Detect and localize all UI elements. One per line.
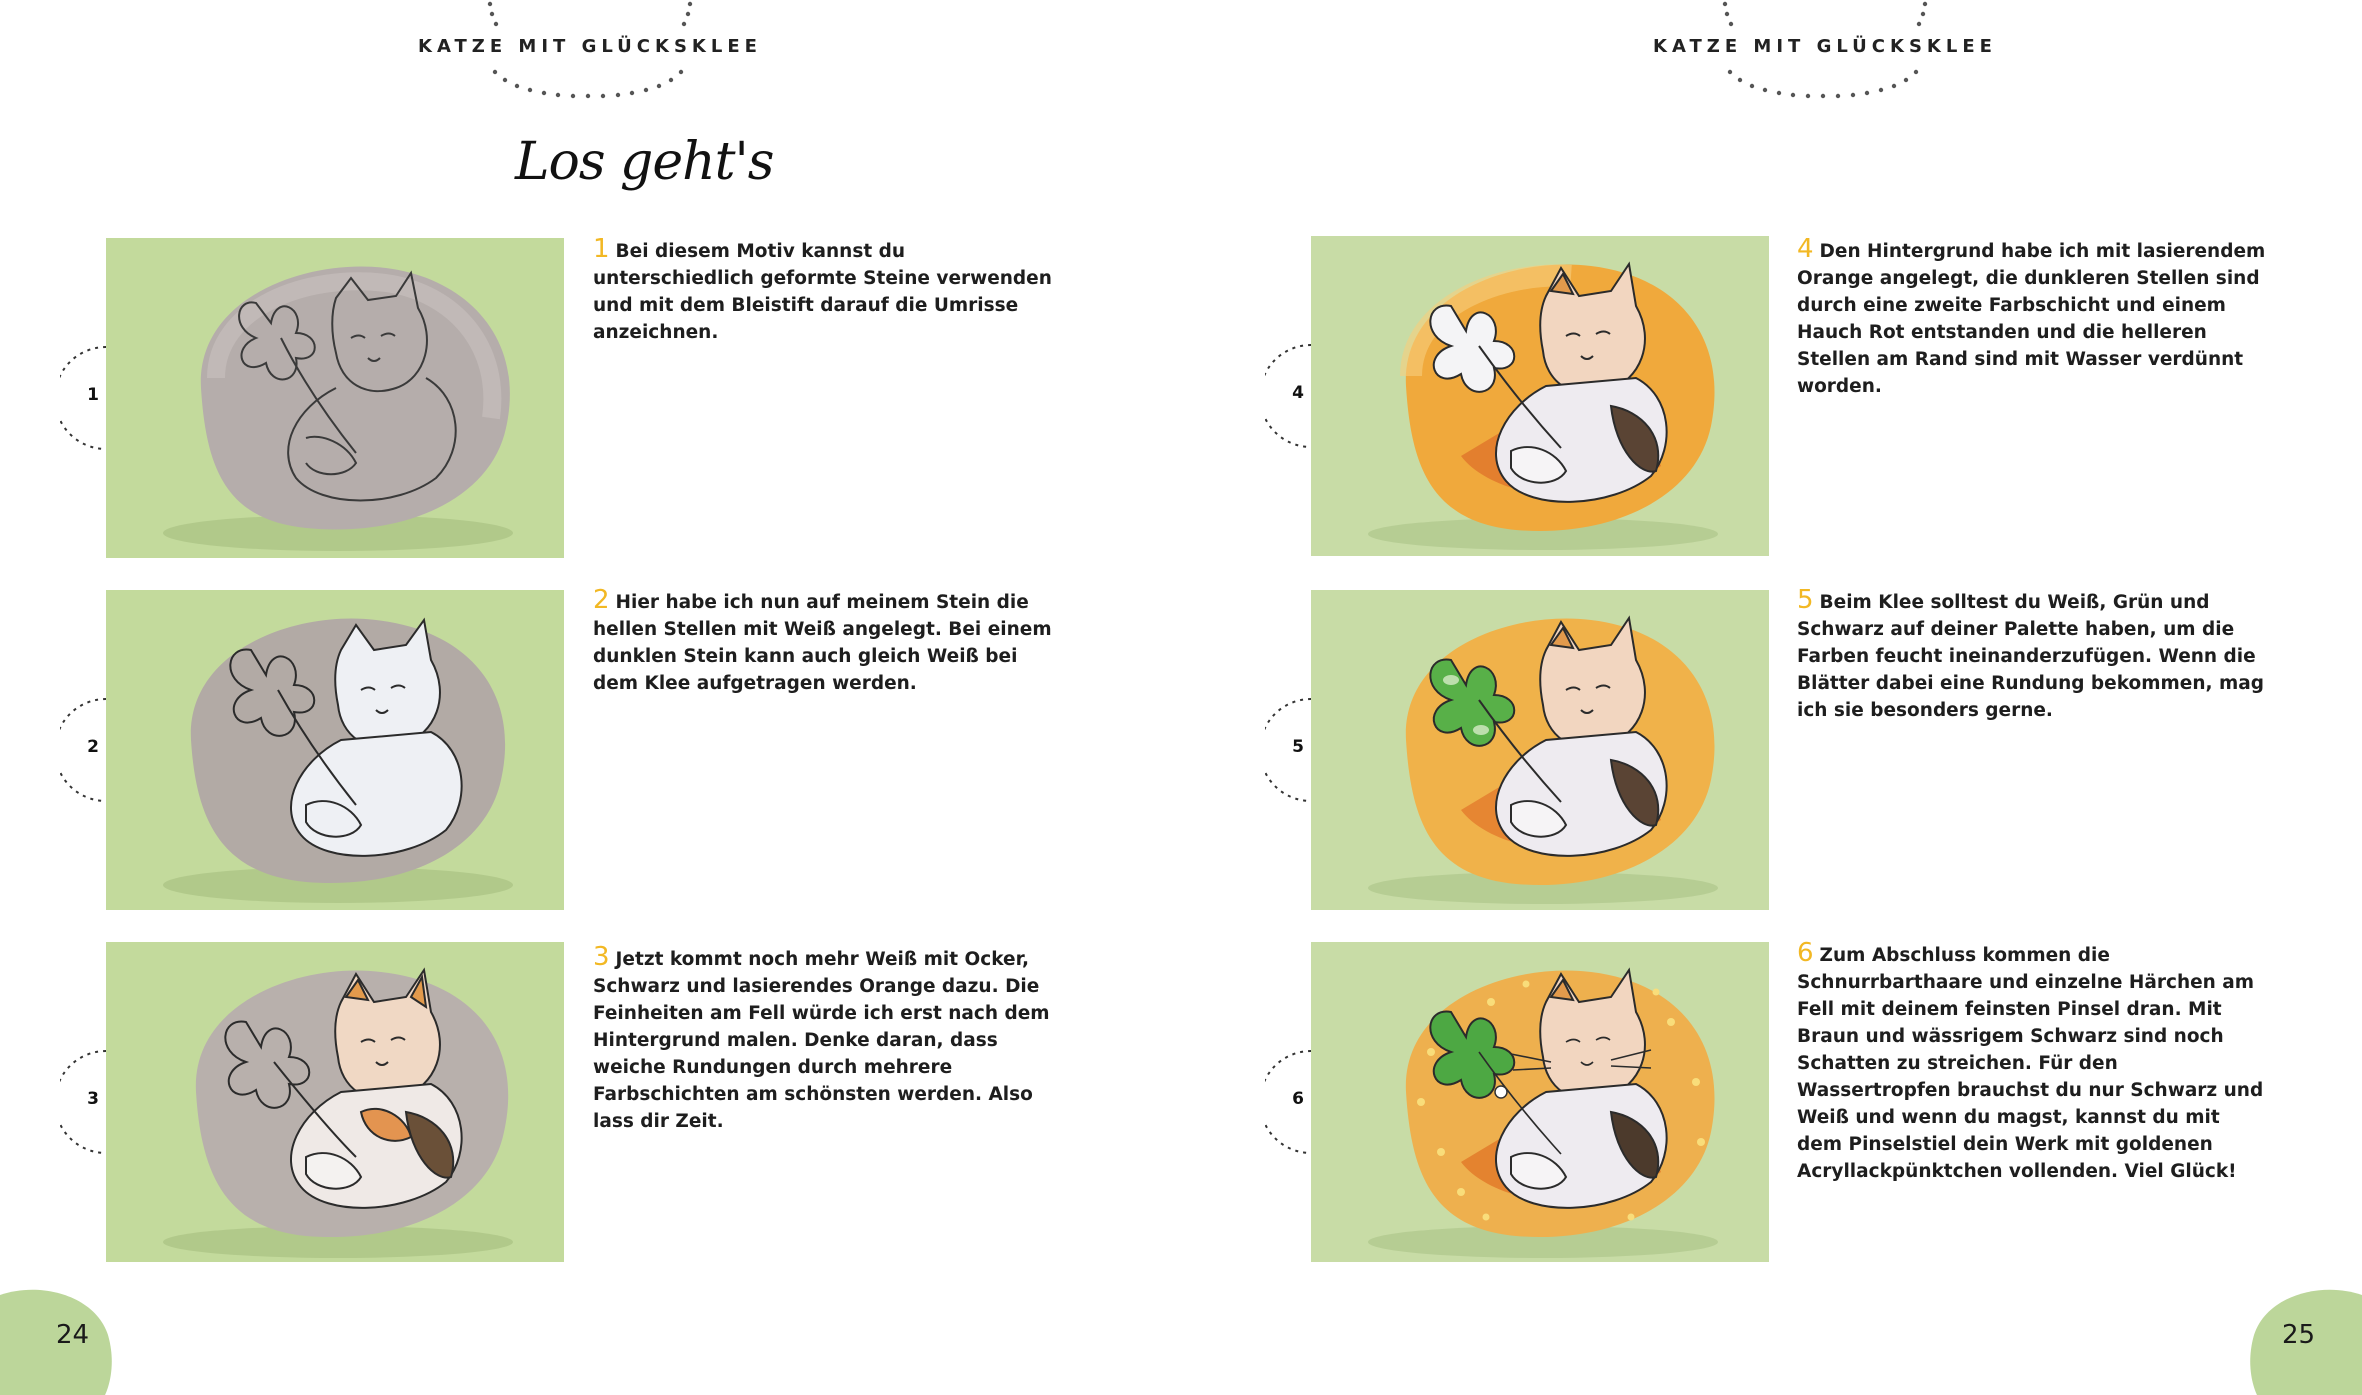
step-2-text bbox=[593, 587, 1063, 697]
running-head-text: KATZE MIT GLÜCKSKLEE bbox=[1653, 36, 1997, 57]
step-6-marker bbox=[1265, 1047, 1325, 1157]
step-1-photo bbox=[106, 238, 564, 558]
step-3-marker-number: 3 bbox=[87, 1089, 99, 1109]
dotted-arc-decoration bbox=[1565, 58, 2085, 118]
step-4-photo bbox=[1311, 236, 1769, 556]
running-head-right bbox=[1565, 36, 2085, 57]
step-2-marker bbox=[60, 695, 120, 805]
step-2-photo bbox=[106, 590, 564, 910]
step-4-marker bbox=[1265, 341, 1325, 451]
step-5-marker-number: 5 bbox=[1292, 737, 1304, 757]
step-5-text bbox=[1797, 587, 2267, 724]
page-number-left: 24 bbox=[56, 1320, 90, 1350]
step-1-text bbox=[593, 236, 1063, 346]
step-body: Zum Abschluss kommen die Schnurrbarthaare und einzelne Härchen am Fell mit deinem feinsten Pinsel dran. Mit Braun und wässrigem Schwarz sind noch Schatten zu streichen. Für den Wassertropfen brauchst du nur Schwarz und Weiß und wenn du magst, kannst du mit dem Pinselstiel dein Werk mit goldenen Acryllackpünktchen vollenden. Viel Glück! bbox=[1797, 945, 2264, 1182]
step-4-marker-number: 4 bbox=[1292, 383, 1304, 403]
step-number: 1 bbox=[593, 234, 610, 264]
step-6-text bbox=[1797, 940, 2267, 1185]
step-5-photo bbox=[1311, 590, 1769, 910]
step-4-text bbox=[1797, 236, 2267, 400]
step-6-marker-number: 6 bbox=[1292, 1089, 1304, 1109]
step-body: Jetzt kommt noch mehr Weiß mit Ocker, Schwarz und lasierendes Orange dazu. Die Feinheiten am Fell würde ich erst nach dem Hintergrund malen. Denke daran, dass weiche Rundungen durch mehrere Farbschichten am schönsten werden. Also lass dir Zeit. bbox=[593, 949, 1050, 1132]
step-number: 2 bbox=[593, 585, 610, 615]
step-1-marker-number: 1 bbox=[87, 385, 99, 405]
dotted-arc-decoration bbox=[330, 58, 850, 118]
step-number: 6 bbox=[1797, 938, 1814, 968]
step-body: Bei diesem Motiv kannst du unterschiedlich geformte Steine verwenden und mit dem Bleistift darauf die Umrisse anzeichnen. bbox=[593, 241, 1052, 343]
step-3-marker bbox=[60, 1047, 120, 1157]
page-number-right: 25 bbox=[2282, 1320, 2316, 1350]
step-number: 4 bbox=[1797, 234, 1814, 264]
step-6-photo bbox=[1311, 942, 1769, 1262]
step-body: Hier habe ich nun auf meinem Stein die hellen Stellen mit Weiß angelegt. Bei einem dunklen Stein kann auch gleich Weiß bei dem Klee aufgetragen werden. bbox=[593, 592, 1052, 694]
running-head-text: KATZE MIT GLÜCKSKLEE bbox=[418, 36, 762, 57]
step-3-text bbox=[593, 944, 1063, 1135]
step-body: Beim Klee solltest du Weiß, Grün und Schwarz auf deiner Palette haben, um die Farben feucht ineinanderzufügen. Wenn die Blätter dabei eine Rundung bekommen, mag ich sie besonders gerne. bbox=[1797, 592, 2264, 721]
step-1-marker bbox=[60, 343, 120, 453]
step-number: 5 bbox=[1797, 585, 1814, 615]
step-5-marker bbox=[1265, 695, 1325, 805]
running-head-left bbox=[330, 36, 850, 57]
step-number: 3 bbox=[593, 942, 610, 972]
step-body: Den Hintergrund habe ich mit lasierendem Orange angelegt, die dunkleren Stellen sind durch eine zweite Farbschicht und einem Hauch Rot entstanden und die helleren Stellen am Rand sind mit Wasser verdünnt worden. bbox=[1797, 241, 2266, 397]
dotted-arc-decoration bbox=[330, 0, 850, 40]
step-2-marker-number: 2 bbox=[87, 737, 99, 757]
page-title: Los geht's bbox=[515, 132, 774, 192]
step-3-photo bbox=[106, 942, 564, 1262]
dotted-arc-decoration bbox=[1565, 0, 2085, 40]
